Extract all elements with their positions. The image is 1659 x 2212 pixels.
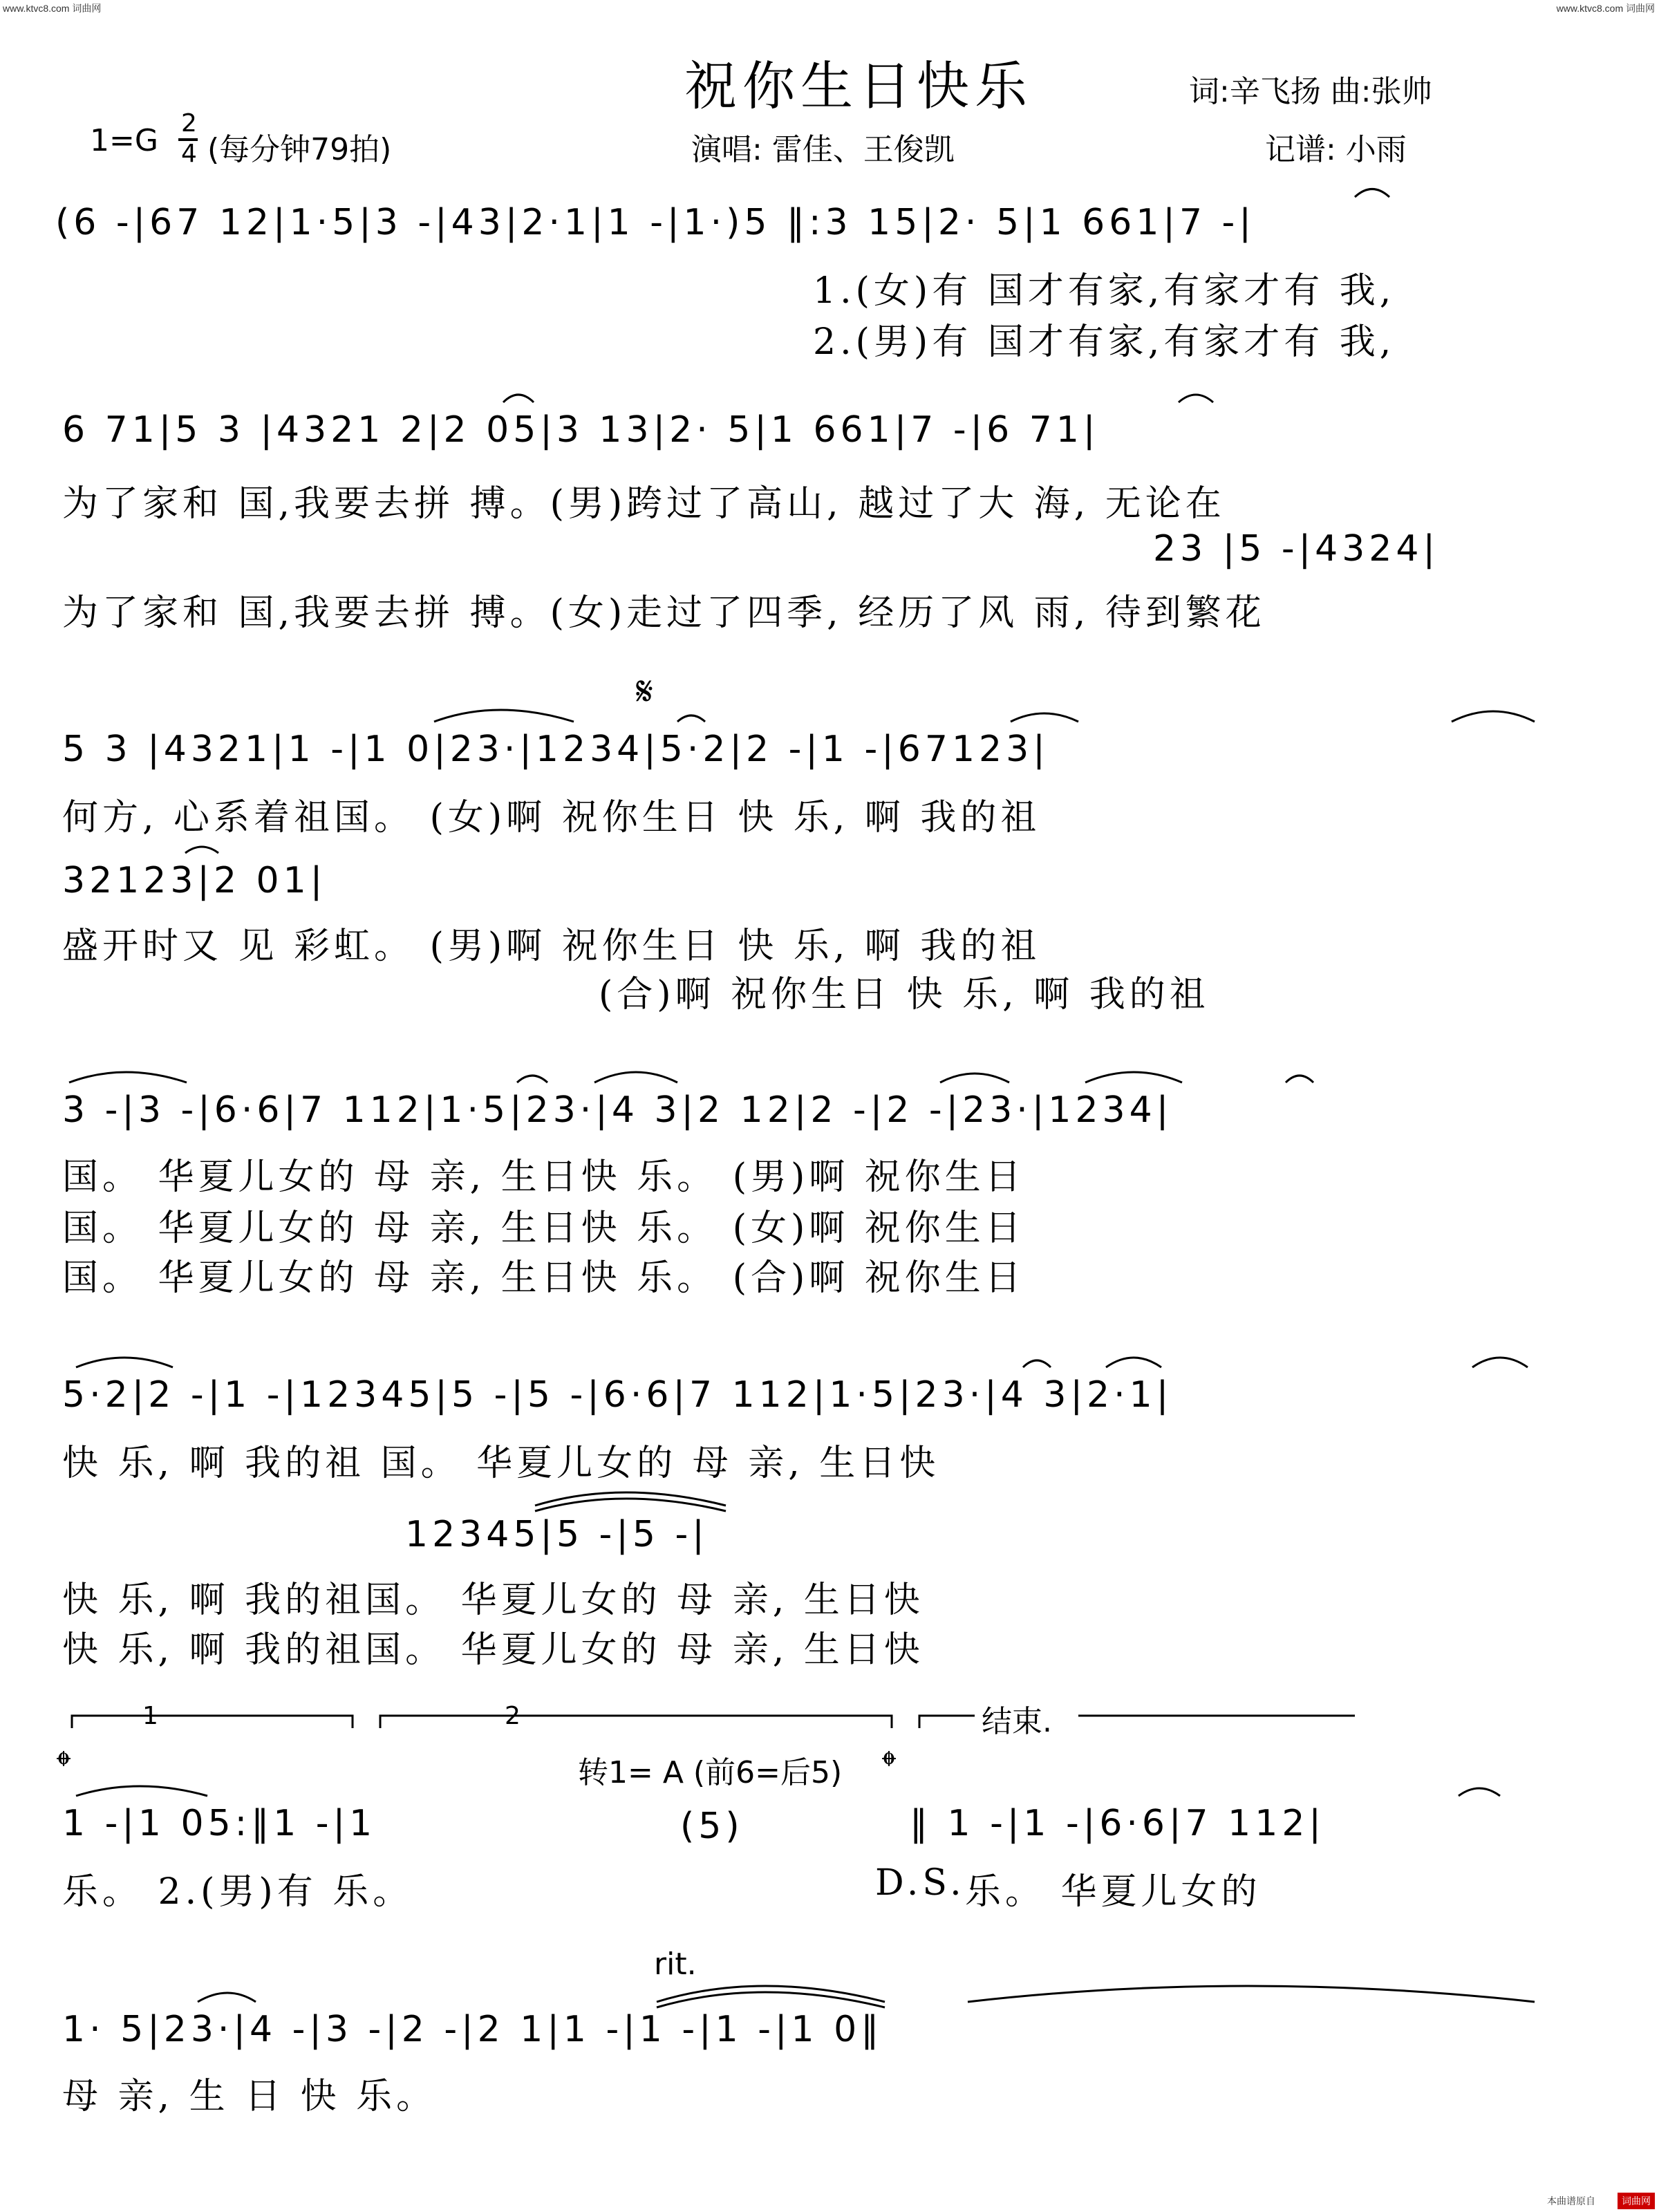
lyrics-line-2b: 为了家和 国,我要去拼 搏。(女)走过了四季, 经历了风 雨, 待到繁花: [62, 592, 1266, 634]
notation-line-5: 5·2|2 -|1 -|12345|5 -|5 -|6·6|7 112|1·5|23·|4 3|2·1|: [62, 1374, 1173, 1416]
notation-line-6a: 1 -|1 05:‖1 -|1: [62, 1803, 377, 1844]
site-url-right[interactable]: www.ktvc8.com 词曲网: [1556, 3, 1655, 14]
notation-line-2-alt: 23 |5 -|4324|: [1153, 528, 1439, 570]
lyrics-line-5a: 快 乐, 啊 我的祖 国。 华夏儿女的 母 亲, 生日快: [62, 1443, 940, 1484]
notation-line-1: (6 -|67 12|1·5|3 -|43|2·1|1 -|1·)5 ‖:3 15|2· 5|1 661|7 -|: [55, 202, 1255, 243]
lyrics-line-4c: 国。 华夏儿女的 母 亲, 生日快 乐。 (合)啊 祝你生日: [62, 1257, 1025, 1299]
rit-marking: rit.: [654, 1947, 697, 1982]
song-title: 祝你生日快乐: [684, 55, 1033, 117]
lyrics-line-5c: 快 乐, 啊 我的祖国。 华夏儿女的 母 亲, 生日快: [62, 1629, 924, 1671]
notation-line-5-alt: 12345|5 -|5 -|: [405, 1514, 709, 1555]
time-signature-bottom: 4: [181, 140, 197, 168]
notation-line-6c: ‖ 1 -|1 -|6·6|7 112|: [910, 1803, 1325, 1844]
notation-line-7: 1· 5|23·|4 -|3 -|2 -|2 1|1 -|1 -|1 -|1 0‖: [62, 2009, 883, 2050]
footer-source-text: 本曲谱原自: [1547, 2196, 1595, 2207]
footer-site-badge[interactable]: 词曲网: [1618, 2193, 1655, 2209]
lyrics-line-3b: 盛开时又 见 彩虹。 (男)啊 祝你生日 快 乐, 啊 我的祖: [62, 926, 1041, 967]
ending-label: 结束.: [982, 1704, 1052, 1739]
lyrics-line-1b: 2.(男)有 国才有家,有家才有 我,: [813, 321, 1396, 363]
site-url-left[interactable]: www.ktvc8.com 词曲网: [3, 3, 102, 14]
key-signature: 1=G: [90, 123, 158, 158]
lyrics-line-6b: 乐。 华夏儿女的: [965, 1871, 1262, 1913]
volta-1-label: 1: [142, 1702, 158, 1730]
singers: 演唱: 雷佳、王俊凯: [691, 132, 955, 167]
lyrics-line-3a: 何方, 心系着祖国。 (女)啊 祝你生日 快 乐, 啊 我的祖: [62, 797, 1041, 838]
coda-icon-left: 𝄌: [57, 1742, 71, 1789]
notation-line-3-alt: 32123|2 01|: [62, 860, 327, 901]
volta-2-label: 2: [505, 1702, 521, 1730]
notation-line-4: 3 -|3 -|6·6|7 112|1·5|23·|4 3|2 12|2 -|2 -|23·|1234|: [62, 1089, 1173, 1131]
lyrics-line-4b: 国。 华夏儿女的 母 亲, 生日快 乐。 (女)啊 祝你生日: [62, 1208, 1025, 1249]
lyrics-line-2a: 为了家和 国,我要去拼 搏。(男)跨过了高山, 越过了大 海, 无论在: [62, 483, 1226, 525]
lyrics-line-7a: 母 亲, 生 日 快 乐。: [62, 2076, 437, 2117]
notation-line-2: 6 71|5 3 |4321 2|2 05|3 13|2· 5|1 661|7 -|6 71|: [62, 409, 1100, 451]
segno-icon: 𝄋: [636, 668, 653, 715]
tempo-marking: (每分钟79拍): [207, 132, 392, 167]
ds-marking: D.S.: [875, 1862, 966, 1904]
notation-line-6b: (5): [680, 1806, 744, 1847]
lyrics-line-4a: 国。 华夏儿女的 母 亲, 生日快 乐。 (男)啊 祝你生日: [62, 1156, 1025, 1198]
lyrics-line-6a: 乐。 2.(男)有 乐。: [62, 1871, 413, 1913]
coda-icon-right: 𝄌: [882, 1742, 897, 1789]
lyricist-composer: 词:辛飞扬 曲:张帅: [1189, 74, 1432, 109]
transcriber: 记谱: 小雨: [1265, 132, 1407, 167]
time-signature-top: 2: [181, 109, 197, 138]
lyrics-line-3c: (合)啊 祝你生日 快 乐, 啊 我的祖: [599, 974, 1210, 1015]
lyrics-line-1a: 1.(女)有 国才有家,有家才有 我,: [813, 270, 1396, 312]
lyrics-line-5b: 快 乐, 啊 我的祖国。 华夏儿女的 母 亲, 生日快: [62, 1580, 924, 1621]
modulation-label: 转1= A (前6=后5): [578, 1755, 843, 1790]
notation-line-3: 5 3 |4321|1 -|1 0|23·|1234|5·2|2 -|1 -|67123|: [62, 729, 1049, 770]
